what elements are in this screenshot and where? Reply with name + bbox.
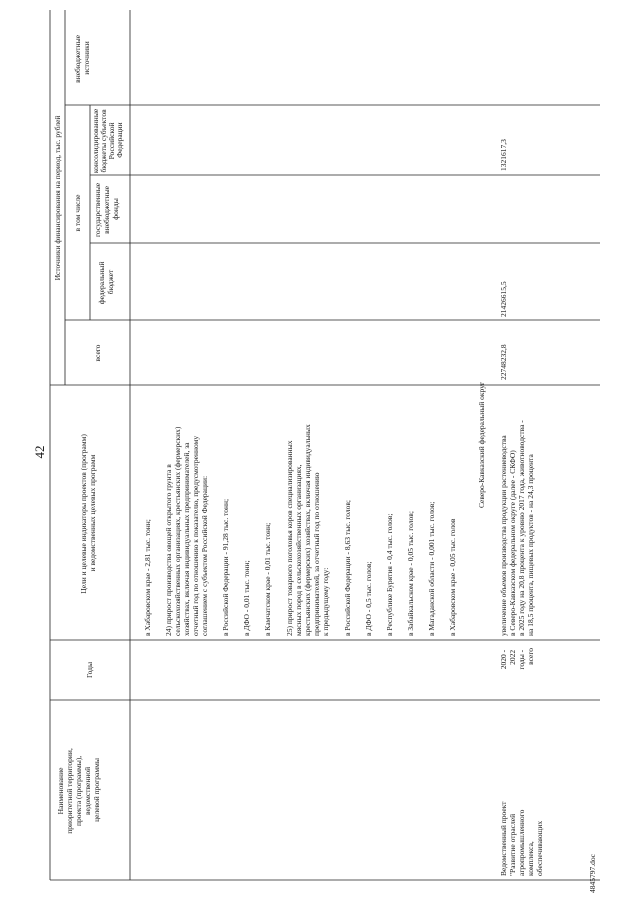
row-total-value: 22748232,8 xyxy=(499,344,508,380)
row-years: 2020 - 2022 годы - всего xyxy=(499,648,535,670)
header-goals-col: Цели и целевые индикаторы проектов (программ) и ведомственных целевых программ xyxy=(79,434,97,594)
header-total-col: всего xyxy=(93,344,102,362)
page-number: 42 xyxy=(32,445,47,459)
section-title: Северо-Кавказский федеральный округ xyxy=(477,381,486,509)
row-regional-value: 1321617,3 xyxy=(499,139,508,171)
header-regional-col: консолидированные бюджеты субъектов Российской Федерации xyxy=(91,108,124,174)
header-extrabudget-col: внебюджетные источники xyxy=(73,35,91,83)
row-project-name: Ведомственный проект "Развитие отраслей агропромышленного комплекса, обеспечивающих xyxy=(499,801,544,876)
row-goals: увеличение объемов производства продукции растениеводства в Северо-Кавказском федеральном округе (далее - СКФО) в 2025 году на 20,8 процента к уровню 2017 года, животноводства - на 18,5 процента, пищевых продуктов - на 24,3 процента xyxy=(499,420,535,636)
header-including: в том числе xyxy=(73,194,82,232)
header-name-col: Наименование приоритетной территории, проекта (программы), ведомственной целевой программы xyxy=(56,748,101,834)
row-federal-value: 21426615,5 xyxy=(499,281,508,317)
header-federal-col: федеральный бюджет xyxy=(97,261,115,305)
document-id: 4845797.doc xyxy=(588,854,597,893)
header-sources-title: Источники финансирования на период, тыс. рублей xyxy=(53,115,62,281)
header-state-funds-col: государственные внебюджетные фонды xyxy=(93,182,120,237)
header-years-col: Годы xyxy=(85,661,94,679)
previous-section-text: в Хабаровском крае - 2,81 тыс. тонн; 24) прирост производства овощей открытого грунта в сельскохозяйственных организациях, крестьянских (фермерских) хозяйствах, включая индивидуальных предпринимателей, за отчетный год по отношению к показателю, предусмотренному соглашением с субъектом Российской Федерации: в Российской Федерации - 91,28 тыс. тонн; в ДФО - 0,01 тыс. тонн; в Камчатском крае - 0,01 тыс. тонн; 25) прирост товарного поголовья коров специализированных мясных пород в сельскохозяйственных организациях, крестьянских (фермерских) хозяйствах, включая индивидуальных предпринимателей, за отчетный год по отношению к предыдущему году: в Российской Федерации - 8,63 тыс. голов; в ДФО - 0,5 тыс. голов; в Республике Бурятия - 0,4 тыс. голов; в Забайкальском крае - 0,05 тыс. голов; в Магаданской области - 0,001 тыс. голов; в Хабаровском крае - 0,05 тыс. голов xyxy=(143,424,457,636)
